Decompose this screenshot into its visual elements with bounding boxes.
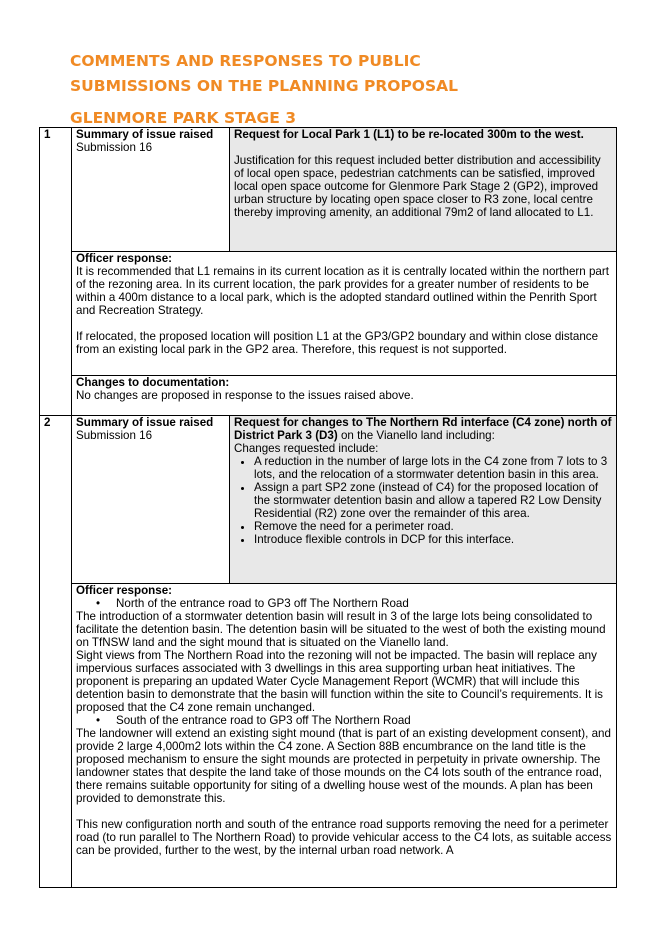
heading-line-1: COMMENTS AND RESPONSES TO PUBLIC [70, 52, 421, 70]
item-number: 1 [40, 128, 72, 416]
officer-paragraph: Sight views from The Northern Road into the rezoning will not be impacted. The basin will replace any impervious surfaces associated with 3 dwellings in this area supporting urban heat initiatives. The proponent is preparing an updated Water Cycle Management Report (WCMR) that will include this detention basin to demonstrate that the basin will function within the site to Council’s requirements. It is proposed that the C4 zone remain unchanged. [76, 649, 603, 714]
list-item: • Assign a part SP2 zone (instead of C4) for the proposed location of the stormwater detention basin and allow a tapered R2 Low Density Residential (R2) zone over the remainder of this area. [254, 481, 612, 520]
officer-paragraph: The introduction of a stormwater detention basin will result in 3 of the large lots being consolidated to facilitate the detention basin. The detention basin will be situated to the west of both the existing mound on TfNSW land and the sight mound that is situated on the Vianello land. [76, 610, 606, 649]
north-heading-list [76, 597, 612, 610]
table-row [40, 252, 617, 376]
officer-paragraph: If relocated, the proposed location will position L1 at the GP3/GP2 boundary and within close distance from an existing local park in the GP2 area. Therefore, this request is not supported. [76, 330, 599, 356]
table-row [40, 376, 617, 416]
changes-label: Changes to documentation: [76, 376, 230, 389]
changes-list [234, 455, 612, 546]
table-row [40, 128, 617, 252]
submission-ref: Submission 16 [76, 429, 153, 442]
officer-paragraph: This new configuration north and south of the entrance road supports removing the need for a perimeter road (to run parallel to The Northern Road) to provide vehicular access to the C4 lots, as suitable access can be provided, further to the west, by the internal urban road network. A [76, 818, 612, 857]
list-item: • A reduction in the number of large lots in the C4 zone from 7 lots to 3 lots, and the relocation of a stormwater detention basin in this area. [254, 455, 612, 481]
heading-line-3: GLENMORE PARK STAGE 3 [70, 109, 296, 127]
officer-response-cell [72, 584, 617, 888]
request-body: Justification for this request included better distribution and accessibility of local open space, pedestrian catchments can be satisfied, improved local open space outcome for Glenmore Park Stage 2 (GP2), improved urban structure by locating open space closer to R3 zone, local centre thereby improving amenity, an additional 79m2 of land allocated to L1. [234, 154, 601, 219]
summary-cell [72, 416, 230, 584]
north-heading: • North of the entrance road to GP3 off The Northern Road [116, 597, 612, 610]
summary-label: Summary of issue raised [76, 128, 214, 141]
officer-response-cell [72, 252, 617, 376]
changes-cell [72, 376, 617, 416]
request-title: Request for changes to The Northern Rd interface (C4 zone) north of District Park 3 (D3) [234, 416, 612, 442]
summary-label: Summary of issue raised [76, 416, 214, 429]
officer-paragraph: It is recommended that L1 remains in its current location as it is centrally located within the northern part of the rezoning area. In its current location, the park provides for a greater number of residents to be within a 400m distance to a local park, which is the adopted standard outlined within the Penrith Sport and Recreation Strategy. [76, 265, 609, 317]
submission-ref: Submission 16 [76, 141, 153, 154]
officer-paragraph: The landowner will extend an existing sight mound (that is part of an existing development consent), and provide 2 large 4,000m2 lots within the C4 zone. A Section 88B encumbrance on the land title is the proposed mechanism to ensure the sight mounds are protected in perpetuity in private ownership. The landowner states that despite the land take of those mounds on the C4 lots south of the entrance road, there remains suitable opportunity for siting of a dwelling house west of the mounds. A plan has been provided to demonstrate this. [76, 727, 611, 805]
submissions-table [39, 127, 617, 888]
south-heading-list [76, 714, 612, 727]
document-heading [70, 49, 630, 131]
table-row [40, 584, 617, 888]
request-title: Request for Local Park 1 (L1) to be re-located 300m to the west. [234, 128, 584, 141]
changes-intro: Changes requested include: [234, 442, 379, 455]
heading-line-2: SUBMISSIONS ON THE PLANNING PROPOSAL [70, 77, 459, 95]
list-item: • Introduce flexible controls in DCP for this interface. [254, 533, 612, 546]
request-title-rest: on the Vianello land including: [337, 429, 495, 442]
item-number: 2 [40, 416, 72, 888]
officer-label: Officer response: [76, 252, 172, 265]
table-row [40, 416, 617, 584]
officer-label: Officer response: [76, 584, 172, 597]
request-cell [230, 416, 617, 584]
south-heading: • South of the entrance road to GP3 off The Northern Road [116, 714, 612, 727]
summary-cell [72, 128, 230, 252]
request-cell [230, 128, 617, 252]
changes-text: No changes are proposed in response to the issues raised above. [76, 389, 414, 402]
list-item: • Remove the need for a perimeter road. [254, 520, 612, 533]
